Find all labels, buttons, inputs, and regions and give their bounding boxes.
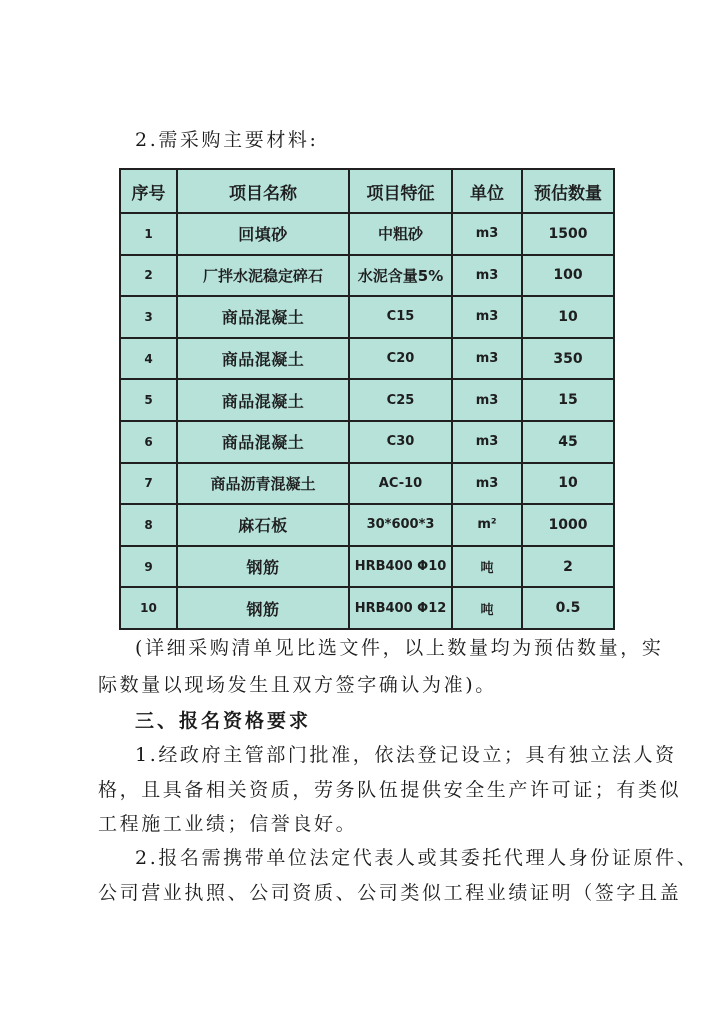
- requirement-2-line-2: 公司营业执照、公司资质、公司类似工程业绩证明（签字且盖: [98, 882, 682, 904]
- cell-qty: 15: [522, 379, 614, 421]
- cell-unit: m²: [452, 504, 522, 546]
- note-line-2: 际数量以现场发生且双方签字确认为准)。: [98, 674, 497, 696]
- cell-qty: 10: [522, 296, 614, 338]
- table-row: [120, 546, 614, 588]
- cell-unit: 吨: [452, 546, 522, 588]
- requirement-1-line-3: 工程施工业绩；信誉良好。: [98, 813, 358, 835]
- materials-table: [119, 168, 613, 628]
- cell-no: 2: [120, 255, 177, 297]
- cell-qty: 100: [522, 255, 614, 297]
- cell-qty: 0.5: [522, 587, 614, 629]
- cell-unit: m3: [452, 255, 522, 297]
- cell-unit: m3: [452, 338, 522, 380]
- table-row: [120, 463, 614, 505]
- header-no: 序号: [120, 169, 177, 213]
- cell-no: 7: [120, 463, 177, 505]
- cell-qty: 1000: [522, 504, 614, 546]
- requirement-1-line-1: 1.经政府主管部门批准，依法登记设立；具有独立法人资: [135, 744, 677, 766]
- cell-qty: 350: [522, 338, 614, 380]
- cell-unit: m3: [452, 379, 522, 421]
- cell-no: 6: [120, 421, 177, 463]
- section-3-heading: 三、报名资格要求: [135, 710, 312, 732]
- cell-qty: 10: [522, 463, 614, 505]
- cell-no: 1: [120, 213, 177, 255]
- cell-spec: C25: [349, 379, 452, 421]
- cell-unit: m3: [452, 421, 522, 463]
- table-header-row: [120, 169, 614, 213]
- cell-name: 商品混凝土: [177, 379, 349, 421]
- cell-name: 麻石板: [177, 504, 349, 546]
- cell-spec: C30: [349, 421, 452, 463]
- cell-spec: AC-10: [349, 463, 452, 505]
- header-name: 项目名称: [177, 169, 349, 213]
- cell-no: 5: [120, 379, 177, 421]
- table-row: [120, 421, 614, 463]
- cell-name: 回填砂: [177, 213, 349, 255]
- section-title: 2.需采购主要材料:: [135, 129, 319, 151]
- cell-no: 4: [120, 338, 177, 380]
- cell-spec: HRB400 Φ12: [349, 587, 452, 629]
- cell-unit: m3: [452, 463, 522, 505]
- cell-name: 钢筋: [177, 546, 349, 588]
- cell-name: 商品混凝土: [177, 296, 349, 338]
- cell-unit: m3: [452, 296, 522, 338]
- cell-qty: 2: [522, 546, 614, 588]
- cell-name: 商品混凝土: [177, 338, 349, 380]
- cell-spec: 中粗砂: [349, 213, 452, 255]
- cell-no: 9: [120, 546, 177, 588]
- cell-name: 钢筋: [177, 587, 349, 629]
- table-row: [120, 338, 614, 380]
- cell-unit: m3: [452, 213, 522, 255]
- requirement-2-line-1: 2.报名需携带单位法定代表人或其委托代理人身份证原件、: [135, 847, 699, 869]
- cell-qty: 1500: [522, 213, 614, 255]
- header-unit: 单位: [452, 169, 522, 213]
- cell-no: 3: [120, 296, 177, 338]
- cell-spec: HRB400 Φ10: [349, 546, 452, 588]
- cell-no: 8: [120, 504, 177, 546]
- header-qty: 预估数量: [522, 169, 614, 213]
- table-row: [120, 255, 614, 297]
- cell-no: 10: [120, 587, 177, 629]
- cell-name: 商品混凝土: [177, 421, 349, 463]
- table-row: [120, 213, 614, 255]
- requirement-1-line-2: 格，且具备相关资质，劳务队伍提供安全生产许可证；有类似: [98, 779, 682, 801]
- table-row: [120, 296, 614, 338]
- cell-spec: 30*600*3: [349, 504, 452, 546]
- cell-spec: 水泥含量5%: [349, 255, 452, 297]
- table-row: [120, 504, 614, 546]
- cell-name: 商品沥青混凝土: [177, 463, 349, 505]
- table-row: [120, 379, 614, 421]
- table-row: [120, 587, 614, 629]
- cell-name: 厂拌水泥稳定碎石: [177, 255, 349, 297]
- cell-qty: 45: [522, 421, 614, 463]
- header-spec: 项目特征: [349, 169, 452, 213]
- cell-unit: 吨: [452, 587, 522, 629]
- note-line-1: (详细采购清单见比选文件，以上数量均为预估数量，实: [135, 637, 664, 659]
- cell-spec: C20: [349, 338, 452, 380]
- cell-spec: C15: [349, 296, 452, 338]
